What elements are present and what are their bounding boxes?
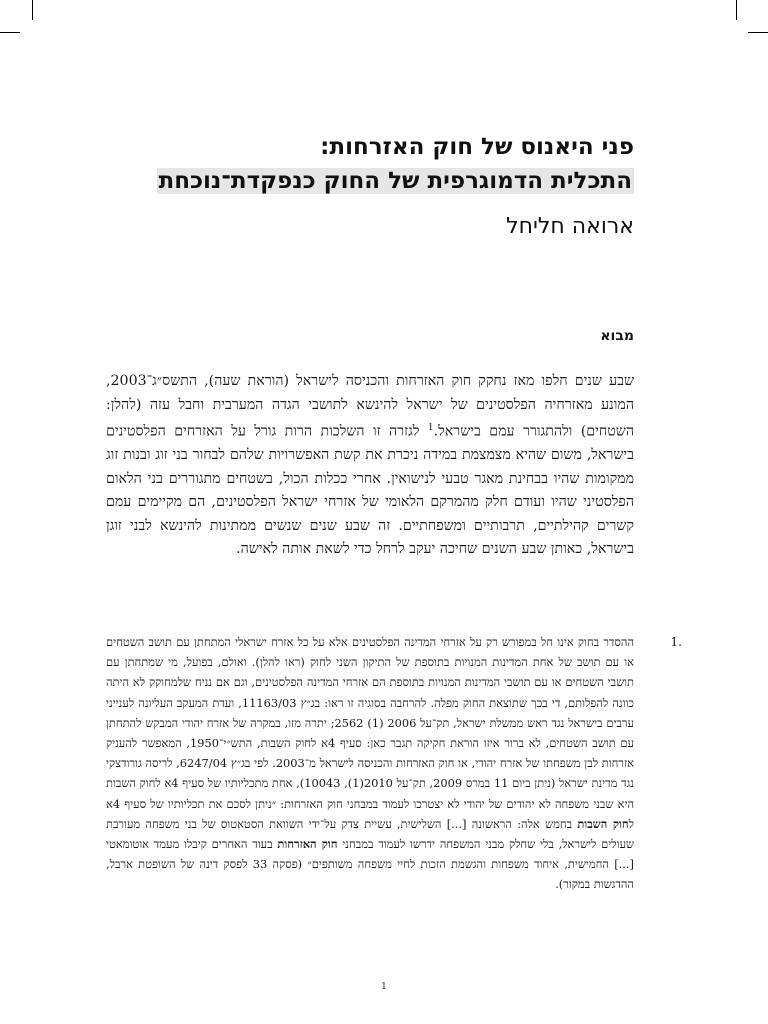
crop-mark-top-left — [32, 0, 33, 20]
crop-mark-top-right — [736, 0, 737, 20]
footnote-text-part1: ההסדר בחוק אינו חל במפורש רק על אזרחי המדינה הפלסטינים אלא על כל אזרח ישראלי המתחתן עם תושב השטחים או עם תושב של אחת המדינות המנויות בתוספת של התיקון השני לחוק (ראו להלן). ואולם, בפועל, מי שמתחתן עם תושבי השטחים או עם תושבי המדינות המנויות בתוספת הם אזרחי המדינה הפלסטינים, וגם אם נניח שלמחוקק לא היתה כוונה להפלותם, די בכך שתוצאת החוק מפלה. להרחבה בסוגיה זו ראו: בג״ץ 11163/03, ועדת המעקב העליונה לענייני ערבים בישראל נגד ראש ממשלת ישראל, תק־על 2006 (1) 2562; יתרה מזו, במקרה של אזרח יהודי המבקש להתחתן עם תושב השטחים, לא ברור איזו הוראת חקיקה תגבר כאן: סעיף 4א לחוק השבות, התש״י־1950, המאפשר להעניק אזרחות לבן משפחתו של אזרח יהודי, או חוק האזרחות והכניסה לישראל מ־2003. לפי בג״ץ 6247/04, לריסה גורודצקי נגד מדינת ישראל (ניתן ביום 11 במרס 2009, תק־על 2010(1), 10043), אחת מתכליותיו של סעיף 4א לחוק השבות היא שבני משפחה לא יהודים של יהודי לא יצטרכו לעמוד במבחני חוק האזרחות: ״ניתן לסכם את תכליותיו של סעיף 4א ל — [106, 635, 635, 831]
section-heading: מבוא — [600, 328, 634, 344]
footnote-bold-citizenship-law: חוק האזרחות — [277, 837, 338, 852]
footnote-bold-law-of-return: חוק השבות — [577, 816, 629, 831]
author-name: ארואה חליחל — [506, 214, 634, 239]
footnote-1 — [106, 632, 682, 895]
body-text-part1: שבע שנים חלפו מאז נחקק חוק האזרחות והכניסה לישראל (הוראת שעה), התשס״ג־2003, המונע מאזרחיה הפלסטינים של ישראל להינשא לתושבי הגדה המערבית וחבל עזה (להלן: השטחים) ולהתגורר עמם בישראל. — [106, 373, 634, 440]
body-text-part2: לגזרה זו השלכות הרות גורל על האזרחים הפלסטינים בישראל, משום שהיא מצמצמת במידה ניכרת את קשת האפשרויות שלהם לבחור בני זוג ובנות זוג ממקומות שהיו בבחינת מאגר טבעי לנישואין. אחרי ככלות הכול, בשטחים מתגוררים בני הלאום הפלסטיני שהיו ועודם חלק מהמרקם הלאומי של אזרחי ישראל הפלסטינים, הם מקיימים עמם קשרים קהילתיים, תרבותיים ומשפחתיים. זה שבע שנים שנשים ממתינות להינשא לבני זוגן בישראל, כאותן שבע השנים שחיכה יעקב לרחל כדי לשאת אותה לאישה. — [106, 423, 634, 558]
page-number: 1 — [381, 982, 387, 992]
footnote-reference[interactable]: 1 — [427, 423, 434, 433]
title-line-2 — [134, 164, 634, 198]
crop-mark-top-right-h — [748, 32, 768, 33]
footnote-text-part2: בחמש אלה: הראשונה [...] השלישית, עשיית צדק על־ידי השוואת הסטאטוס של בני משפחה מעורבת שעולים לישראל, בלי שחלק מבני המשפחה ידרשו לעמוד במבחני — [106, 816, 634, 852]
title-block — [134, 130, 634, 242]
footnote-text-part3: בעוד האחרים קיבלו מעמד אוטומאטי [...] החמישית, איחוד משפחות והגשמת הזכות לחיי משפחה משותפים״ (פסקה 33 לפסק דינה של השופטת ארבל, ההדגשות במקור). — [106, 837, 634, 892]
title-line-1: פני היאנוס של חוק האזרחות: — [320, 134, 634, 160]
title-line-2-text: התכלית הדמוגרפית של החוק כנפקדת־נוכחת — [158, 168, 632, 194]
footnote-number: 1. — [670, 635, 682, 649]
body-paragraph — [106, 370, 634, 562]
crop-mark-top-left-h — [0, 32, 20, 33]
